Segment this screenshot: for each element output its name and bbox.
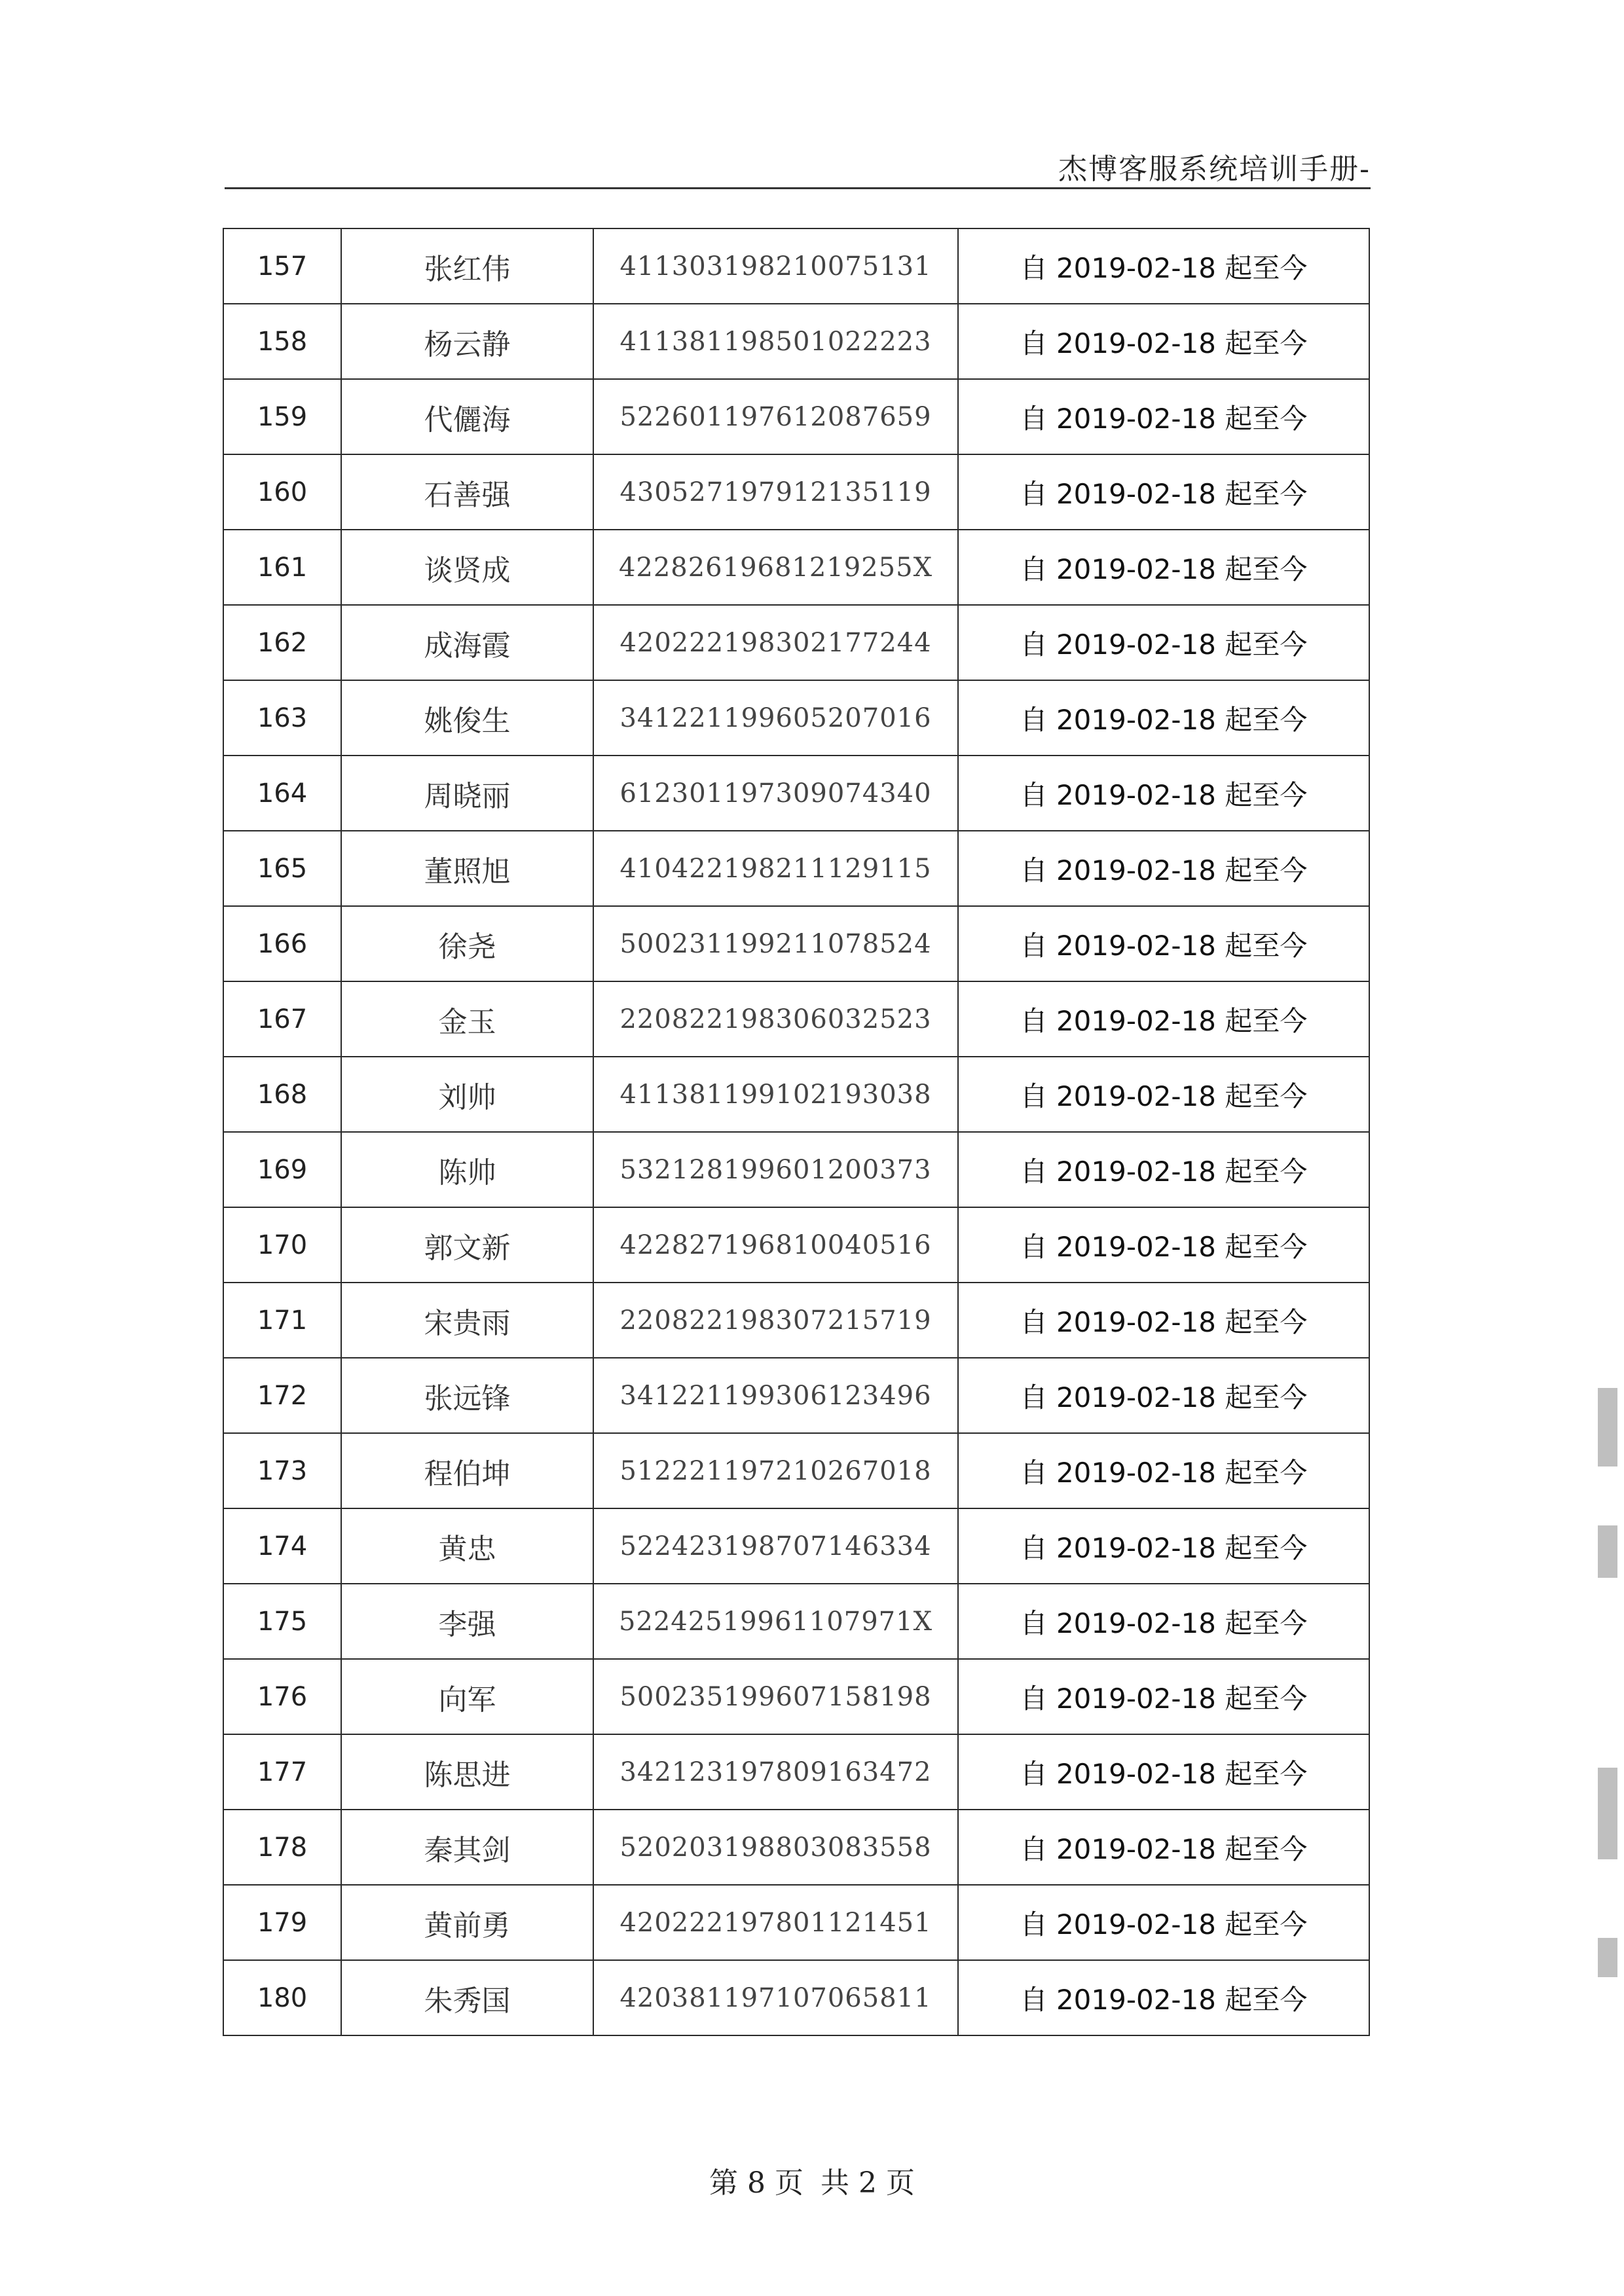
row-number-cell: 157: [223, 228, 341, 304]
table-row: [223, 981, 1369, 1057]
employment-period-cell: 自 2019-02-18 起至今: [958, 981, 1369, 1057]
employee-name-cell: 朱秀国: [341, 1960, 593, 2035]
id-number-cell: 42282619681219255X: [593, 530, 958, 605]
employment-period-cell: 自 2019-02-18 起至今: [958, 1810, 1369, 1885]
employment-period-cell: 自 2019-02-18 起至今: [958, 304, 1369, 379]
row-number-cell: 178: [223, 1810, 341, 1885]
id-number-cell: 500231199211078524: [593, 906, 958, 981]
id-number-cell: 420222198302177244: [593, 605, 958, 680]
row-number-cell: 177: [223, 1734, 341, 1810]
employee-name-cell: 张远锋: [341, 1358, 593, 1433]
row-number-cell: 168: [223, 1057, 341, 1132]
scan-edge-mark: [1598, 1768, 1617, 1859]
page-total: 共 2 页: [821, 2166, 915, 2200]
employee-name-cell: 向军: [341, 1659, 593, 1734]
table-row: [223, 1508, 1369, 1584]
table-row: [223, 228, 1369, 304]
table-row: [223, 454, 1369, 530]
row-number-cell: 169: [223, 1132, 341, 1207]
id-number-cell: 522423198707146334: [593, 1508, 958, 1584]
employment-period-cell: 自 2019-02-18 起至今: [958, 454, 1369, 530]
employee-name-cell: 郭文新: [341, 1207, 593, 1283]
table-row: [223, 605, 1369, 680]
row-number-cell: 172: [223, 1358, 341, 1433]
row-number-cell: 175: [223, 1584, 341, 1659]
employment-period-cell: 自 2019-02-18 起至今: [958, 1358, 1369, 1433]
employment-period-cell: 自 2019-02-18 起至今: [958, 1885, 1369, 1960]
employment-period-cell: 自 2019-02-18 起至今: [958, 530, 1369, 605]
employment-period-cell: 自 2019-02-18 起至今: [958, 1508, 1369, 1584]
employee-name-cell: 姚俊生: [341, 680, 593, 756]
document-header-title: 杰博客服系统培训手册-: [1058, 153, 1371, 186]
row-number-cell: 159: [223, 379, 341, 454]
row-number-cell: 171: [223, 1283, 341, 1358]
scan-edge-mark: [1598, 1388, 1617, 1467]
scan-edge-mark: [1598, 1938, 1617, 1977]
employee-name-cell: 金玉: [341, 981, 593, 1057]
employment-period-cell: 自 2019-02-18 起至今: [958, 1659, 1369, 1734]
employment-period-cell: 自 2019-02-18 起至今: [958, 906, 1369, 981]
id-number-cell: 612301197309074340: [593, 756, 958, 831]
page-footer: [0, 2159, 1624, 2201]
table-row: [223, 1885, 1369, 1960]
row-number-cell: 164: [223, 756, 341, 831]
id-number-cell: 520203198803083558: [593, 1810, 958, 1885]
id-number-cell: 220822198306032523: [593, 981, 958, 1057]
id-number-cell: 522601197612087659: [593, 379, 958, 454]
table-row: [223, 1358, 1369, 1433]
employment-period-cell: 自 2019-02-18 起至今: [958, 1132, 1369, 1207]
employee-name-cell: 李强: [341, 1584, 593, 1659]
table-row: [223, 1433, 1369, 1508]
employment-period-cell: 自 2019-02-18 起至今: [958, 1960, 1369, 2035]
table-row: [223, 1057, 1369, 1132]
id-number-cell: 411381198501022223: [593, 304, 958, 379]
employee-name-cell: 陈思进: [341, 1734, 593, 1810]
row-number-cell: 167: [223, 981, 341, 1057]
table-row: [223, 1810, 1369, 1885]
table-row: [223, 831, 1369, 906]
employment-period-cell: 自 2019-02-18 起至今: [958, 1734, 1369, 1810]
header-divider: [225, 187, 1371, 189]
employee-name-cell: 秦其剑: [341, 1810, 593, 1885]
row-number-cell: 170: [223, 1207, 341, 1283]
id-number-cell: 52242519961107971X: [593, 1584, 958, 1659]
employment-period-cell: 自 2019-02-18 起至今: [958, 1433, 1369, 1508]
employment-period-cell: 自 2019-02-18 起至今: [958, 1283, 1369, 1358]
employee-name-cell: 成海霞: [341, 605, 593, 680]
id-number-cell: 341221199306123496: [593, 1358, 958, 1433]
employee-name-cell: 宋贵雨: [341, 1283, 593, 1358]
employee-name-cell: 徐尧: [341, 906, 593, 981]
table-row: [223, 1960, 1369, 2035]
employment-period-cell: 自 2019-02-18 起至今: [958, 228, 1369, 304]
row-number-cell: 179: [223, 1885, 341, 1960]
employee-name-cell: 黄忠: [341, 1508, 593, 1584]
row-number-cell: 174: [223, 1508, 341, 1584]
id-number-cell: 422827196810040516: [593, 1207, 958, 1283]
id-number-cell: 411303198210075131: [593, 228, 958, 304]
page-number: 第 8 页: [709, 2166, 803, 2200]
table-row: [223, 680, 1369, 756]
employee-name-cell: 董照旭: [341, 831, 593, 906]
employment-period-cell: 自 2019-02-18 起至今: [958, 379, 1369, 454]
id-number-cell: 342123197809163472: [593, 1734, 958, 1810]
employee-name-cell: 代儷海: [341, 379, 593, 454]
employee-name-cell: 周晓丽: [341, 756, 593, 831]
row-number-cell: 165: [223, 831, 341, 906]
employment-period-cell: 自 2019-02-18 起至今: [958, 756, 1369, 831]
employee-name-cell: 杨云静: [341, 304, 593, 379]
id-number-cell: 220822198307215719: [593, 1283, 958, 1358]
employment-period-cell: 自 2019-02-18 起至今: [958, 831, 1369, 906]
table-row: [223, 1659, 1369, 1734]
employee-name-cell: 张红伟: [341, 228, 593, 304]
table-row: [223, 906, 1369, 981]
id-number-cell: 411381199102193038: [593, 1057, 958, 1132]
table-row: [223, 379, 1369, 454]
row-number-cell: 176: [223, 1659, 341, 1734]
employment-period-cell: 自 2019-02-18 起至今: [958, 1584, 1369, 1659]
employee-name-cell: 谈贤成: [341, 530, 593, 605]
table-row: [223, 530, 1369, 605]
row-number-cell: 166: [223, 906, 341, 981]
id-number-cell: 532128199601200373: [593, 1132, 958, 1207]
table-row: [223, 1132, 1369, 1207]
table-row: [223, 756, 1369, 831]
id-number-cell: 500235199607158198: [593, 1659, 958, 1734]
table-row: [223, 304, 1369, 379]
employee-name-cell: 刘帅: [341, 1057, 593, 1132]
row-number-cell: 173: [223, 1433, 341, 1508]
row-number-cell: 160: [223, 454, 341, 530]
id-number-cell: 420381197107065811: [593, 1960, 958, 2035]
id-number-cell: 430527197912135119: [593, 454, 958, 530]
row-number-cell: 180: [223, 1960, 341, 2035]
scan-edge-mark: [1598, 1525, 1617, 1578]
employee-name-cell: 陈帅: [341, 1132, 593, 1207]
table-row: [223, 1283, 1369, 1358]
employment-period-cell: 自 2019-02-18 起至今: [958, 1207, 1369, 1283]
id-number-cell: 341221199605207016: [593, 680, 958, 756]
table-row: [223, 1584, 1369, 1659]
id-number-cell: 410422198211129115: [593, 831, 958, 906]
row-number-cell: 158: [223, 304, 341, 379]
employment-period-cell: 自 2019-02-18 起至今: [958, 605, 1369, 680]
id-number-cell: 420222197801121451: [593, 1885, 958, 1960]
employee-name-cell: 黄前勇: [341, 1885, 593, 1960]
employment-period-cell: 自 2019-02-18 起至今: [958, 680, 1369, 756]
employee-roster-table: [223, 228, 1370, 2036]
employee-name-cell: 程伯坤: [341, 1433, 593, 1508]
roster-table-body: [223, 228, 1369, 2035]
employee-name-cell: 石善强: [341, 454, 593, 530]
table-row: [223, 1207, 1369, 1283]
id-number-cell: 512221197210267018: [593, 1433, 958, 1508]
employment-period-cell: 自 2019-02-18 起至今: [958, 1057, 1369, 1132]
table-row: [223, 1734, 1369, 1810]
row-number-cell: 162: [223, 605, 341, 680]
row-number-cell: 163: [223, 680, 341, 756]
row-number-cell: 161: [223, 530, 341, 605]
